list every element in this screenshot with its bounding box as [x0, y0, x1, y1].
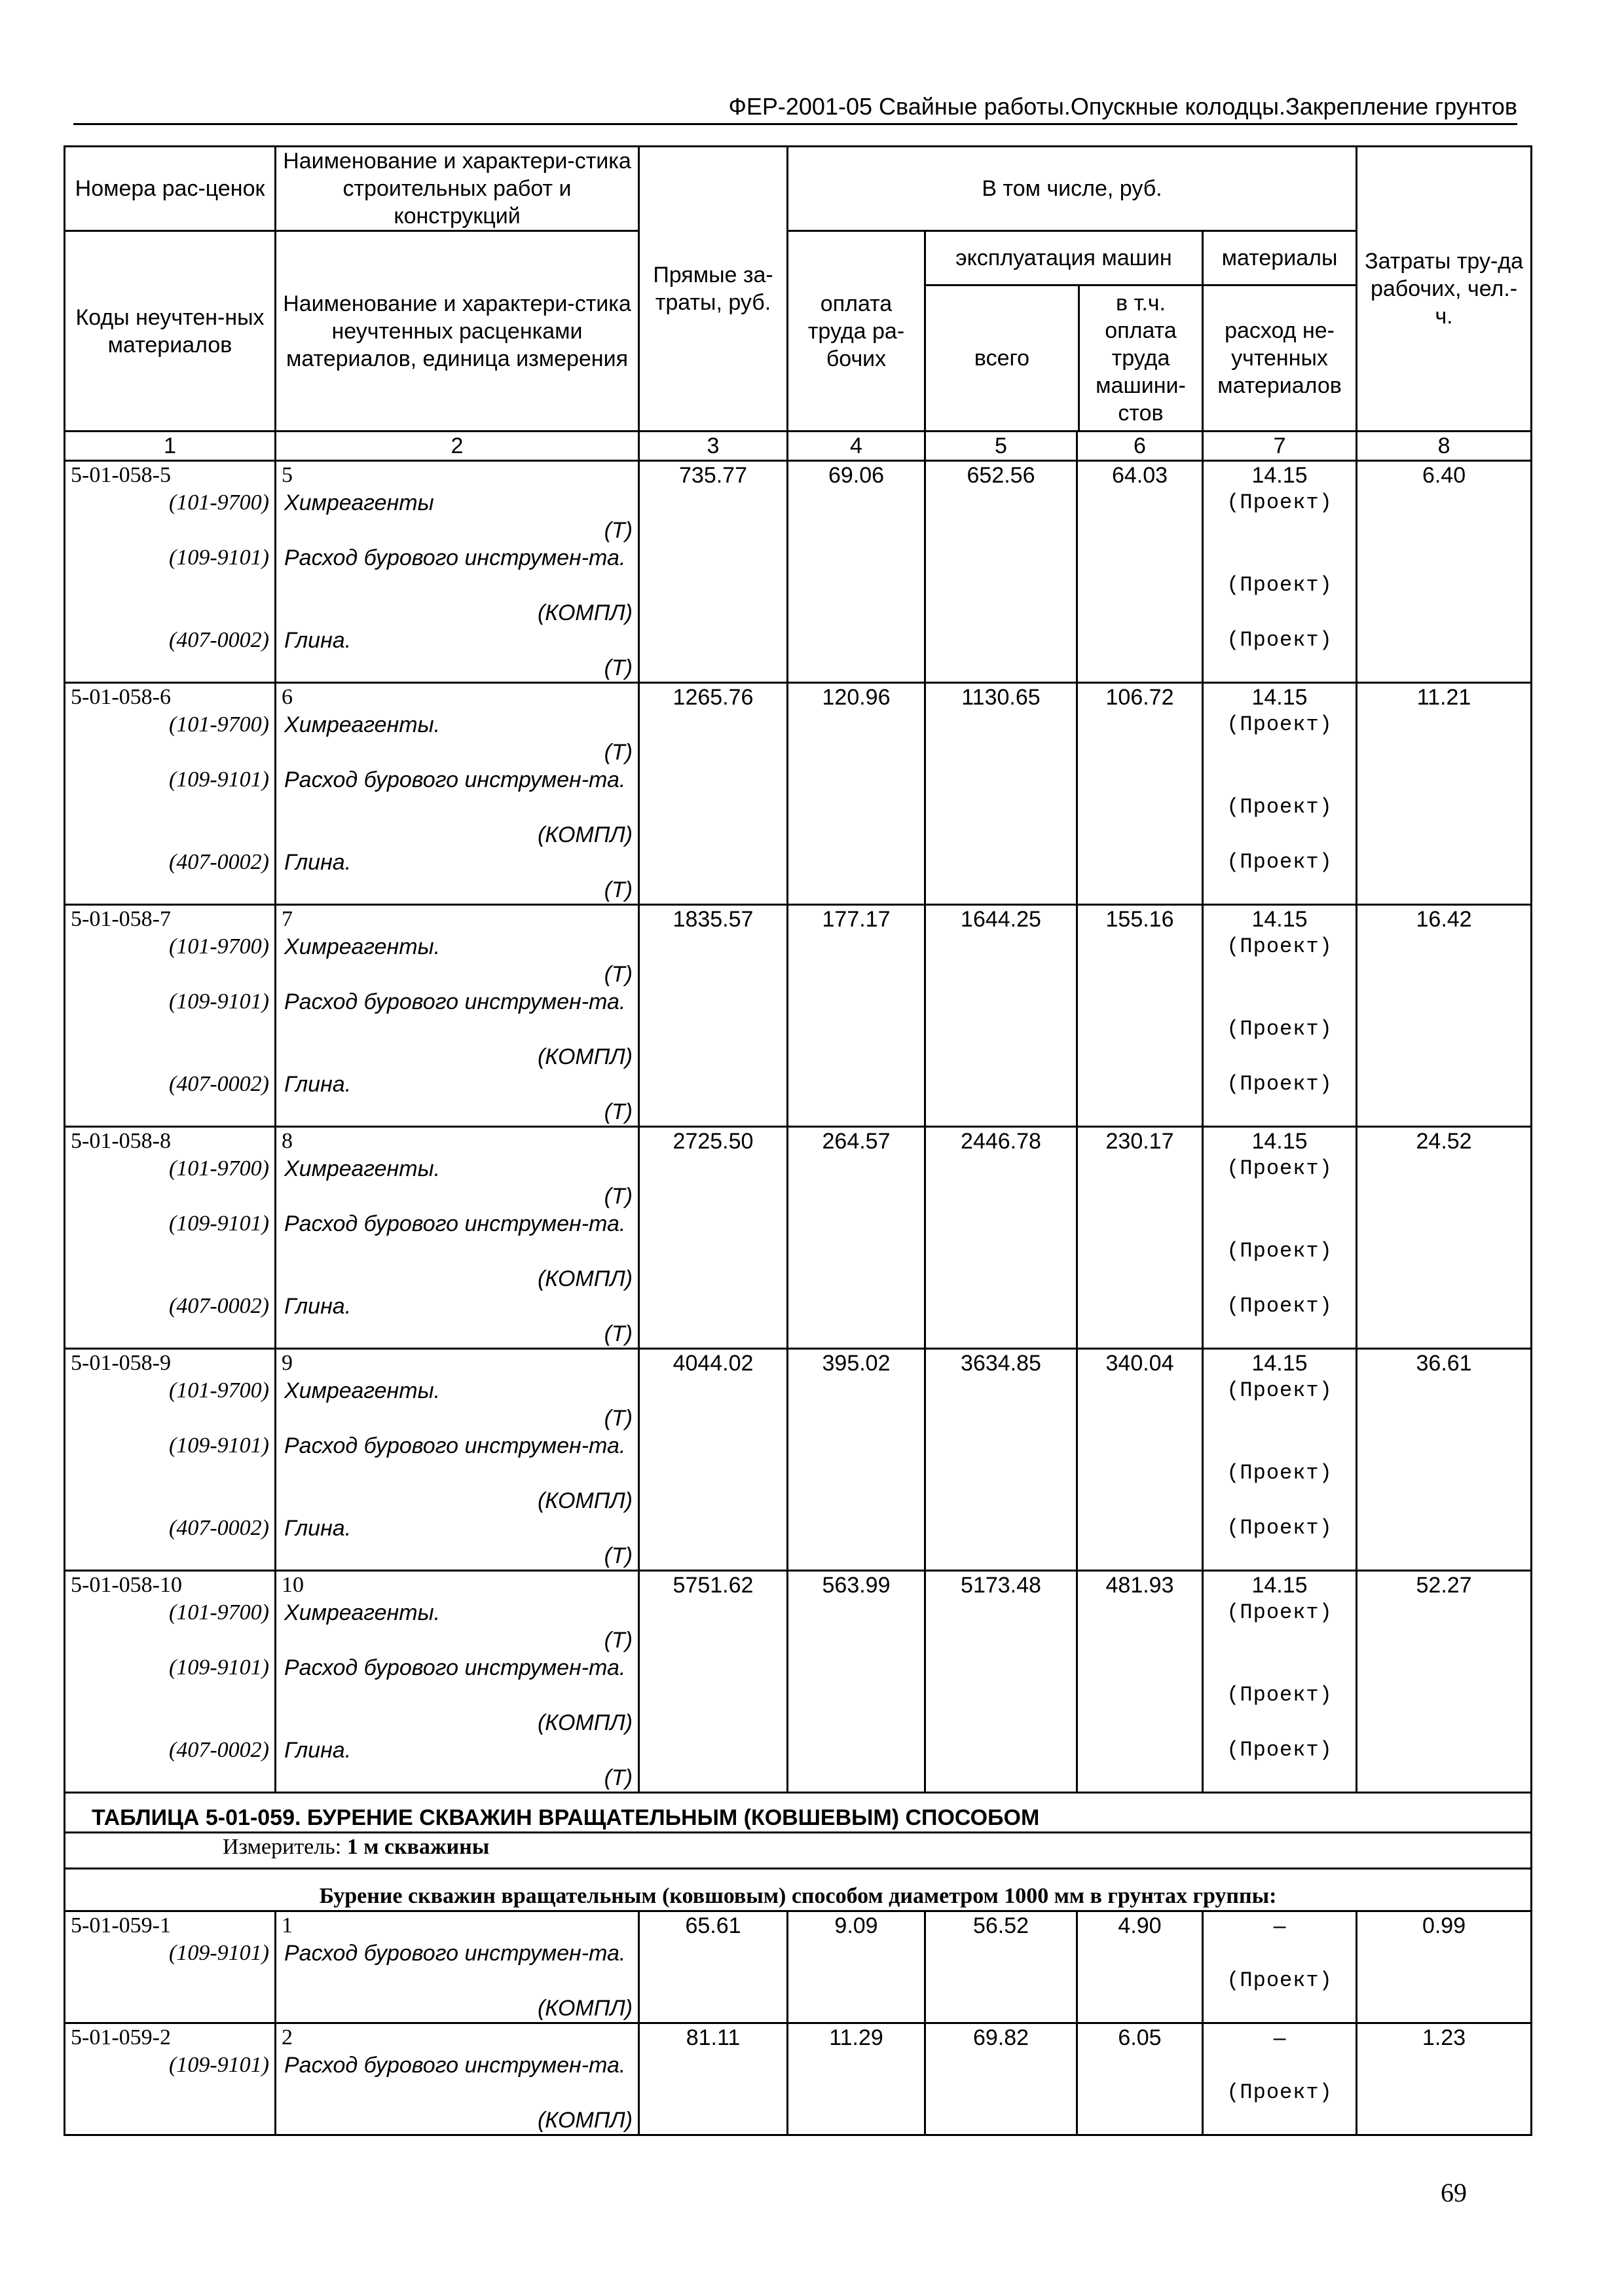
material-code: (109-9101) [169, 1211, 269, 1236]
machinist-wages: 106.72 [1077, 683, 1203, 905]
labor-hours: 24.52 [1357, 1127, 1532, 1349]
material-unit: (Т) [604, 1765, 633, 1790]
direct-costs: 1835.57 [639, 905, 788, 1127]
rate-code: 5-01-059-2 [71, 2025, 171, 2050]
labor-hours: 36.61 [1357, 1349, 1532, 1571]
material-name: Расход бурового инструмен-та. [284, 1433, 626, 1458]
rate-number: 1 [282, 1913, 293, 1938]
material-unit: (Т) [604, 655, 633, 680]
material-code: (109-9101) [169, 545, 269, 570]
material-unit: (Т) [604, 877, 633, 902]
material-unit: (КОМПЛ) [537, 1996, 633, 2021]
material-name: Глина. [284, 1072, 352, 1097]
material-unit: (КОМПЛ) [537, 1710, 633, 1735]
material-name: Расход бурового инструмен-та. [284, 2053, 626, 2078]
worker-wages: 120.96 [788, 683, 925, 905]
section-title: ТАБЛИЦА 5-01-059. БУРЕНИЕ СКВАЖИН ВРАЩАТЕЛЬНЫМ (КОВШЕВЫМ) СПОСОБОМ [65, 1793, 1532, 1833]
material-code: (101-9700) [169, 934, 269, 959]
material-code: (101-9700) [169, 1156, 269, 1181]
materials-cell [1203, 1911, 1357, 2023]
machinist-wages: 6.05 [1077, 2023, 1203, 2135]
material-unit: (КОМПЛ) [537, 2108, 633, 2133]
hdr-direct-costs: Прямые за-траты, руб. [639, 147, 788, 432]
rate-group-row [65, 1127, 1532, 1349]
rate-number: 9 [282, 1351, 293, 1375]
material-basis: (Проект) [1227, 850, 1333, 874]
worker-wages: 264.57 [788, 1127, 925, 1349]
hdr-machines: эксплуатация машин [926, 232, 1202, 286]
machines-total: 1644.25 [925, 905, 1077, 1127]
worker-wages: 177.17 [788, 905, 925, 1127]
rate-group-row [65, 461, 1532, 683]
materials-value: – [1273, 1913, 1286, 1938]
material-basis: (Проект) [1227, 795, 1333, 819]
material-name: Расход бурового инструмен-та. [284, 1941, 626, 1966]
rate-code-cell [65, 2023, 276, 2135]
rate-name-cell [276, 1349, 639, 1571]
materials-value: 14.15 [1251, 1351, 1308, 1376]
column-numbers-row [65, 432, 1532, 461]
material-code: (101-9700) [169, 1600, 269, 1625]
material-code: (101-9700) [169, 1378, 269, 1403]
colnum-7: 7 [1203, 432, 1357, 461]
materials-cell [1203, 905, 1357, 1127]
materials-value: 14.15 [1251, 685, 1308, 710]
rate-code: 5-01-058-7 [71, 907, 171, 931]
rate-name-cell [276, 1911, 639, 2023]
direct-costs: 735.77 [639, 461, 788, 683]
rate-group-row [65, 1349, 1532, 1571]
machinist-wages: 230.17 [1077, 1127, 1203, 1349]
material-name: Химреагенты. [284, 1378, 441, 1403]
direct-costs: 4044.02 [639, 1349, 788, 1571]
labor-hours: 11.21 [1357, 683, 1532, 905]
colnum-3: 3 [639, 432, 788, 461]
material-unit: (КОМПЛ) [537, 1266, 633, 1291]
material-code: (407-0002) [169, 850, 269, 874]
material-unit: (КОМПЛ) [537, 600, 633, 625]
material-unit: (Т) [604, 1321, 633, 1346]
material-code: (109-9101) [169, 1433, 269, 1458]
material-name: Глина. [284, 628, 352, 653]
worker-wages: 395.02 [788, 1349, 925, 1571]
material-basis: (Проект) [1227, 573, 1333, 597]
machinist-wages: 155.16 [1077, 905, 1203, 1127]
hdr-machines-total: всего [926, 286, 1080, 430]
material-code: (407-0002) [169, 1738, 269, 1762]
material-name: Расход бурового инструмен-та. [284, 1211, 626, 1236]
material-name: Химреагенты [284, 490, 434, 515]
rate-group-row [65, 2023, 1532, 2135]
rate-code-cell [65, 1349, 276, 1571]
page-header-title: ФЕР-2001-05 Свайные работы.Опускные колодцы.Закрепление грунтов [728, 93, 1517, 120]
material-code: (109-9101) [169, 989, 269, 1014]
material-basis: (Проект) [1227, 1239, 1333, 1263]
direct-costs: 5751.62 [639, 1571, 788, 1793]
rate-number: 10 [282, 1573, 304, 1597]
rate-name-cell [276, 905, 639, 1127]
rate-code-cell [65, 683, 276, 905]
rate-group-row [65, 905, 1532, 1127]
rate-group-row [65, 1571, 1532, 1793]
rate-number: 7 [282, 907, 293, 931]
materials-value: 14.15 [1251, 907, 1308, 932]
machines-total: 2446.78 [925, 1127, 1077, 1349]
subsection-row [65, 1869, 1532, 1911]
rate-name-cell [276, 461, 639, 683]
material-name: Химреагенты. [284, 1156, 441, 1181]
material-unit: (Т) [604, 1184, 633, 1209]
colnum-4: 4 [788, 432, 925, 461]
hdr-codes-top: Номера рас-ценок [65, 147, 276, 231]
material-name: Глина. [284, 1738, 352, 1763]
rate-code: 5-01-059-1 [71, 1913, 171, 1938]
material-name: Расход бурового инструмен-та. [284, 989, 626, 1014]
materials-value: 14.15 [1251, 463, 1308, 488]
page-header [73, 92, 1517, 125]
measure-value: 1 м скважины [346, 1835, 490, 1859]
hdr-labor: Затраты тру-да рабочих, чел.-ч. [1357, 147, 1532, 432]
rate-group-row [65, 683, 1532, 905]
material-unit: (Т) [604, 1628, 633, 1653]
material-name: Расход бурового инструмен-та. [284, 767, 626, 792]
machines-total: 5173.48 [925, 1571, 1077, 1793]
material-code: (407-0002) [169, 1294, 269, 1318]
colnum-8: 8 [1357, 432, 1532, 461]
material-unit: (КОМПЛ) [537, 822, 633, 847]
subsection-title: Бурение скважин вращательным (ковшовым) способом диаметром 1000 мм в грунтах группы: [65, 1869, 1532, 1911]
rate-code-cell [65, 905, 276, 1127]
material-basis: (Проект) [1227, 1156, 1333, 1181]
materials-cell [1203, 461, 1357, 683]
price-table [64, 145, 1532, 2136]
worker-wages: 563.99 [788, 1571, 925, 1793]
direct-costs: 65.61 [639, 1911, 788, 2023]
direct-costs: 81.11 [639, 2023, 788, 2135]
hdr-including: В том числе, руб. [788, 147, 1357, 231]
material-basis: (Проект) [1227, 1683, 1333, 1707]
rate-name-cell [276, 2023, 639, 2135]
page-number: 69 [1441, 2178, 1467, 2207]
material-code: (101-9700) [169, 490, 269, 515]
rate-code-cell [65, 1571, 276, 1793]
material-name: Химреагенты. [284, 934, 441, 959]
direct-costs: 1265.76 [639, 683, 788, 905]
rate-group-row [65, 1911, 1532, 2023]
material-code: (109-9101) [169, 1655, 269, 1680]
materials-cell [1203, 1349, 1357, 1571]
rate-code: 5-01-058-10 [71, 1573, 182, 1597]
material-code: (407-0002) [169, 1072, 269, 1096]
material-unit: (Т) [604, 1543, 633, 1568]
labor-hours: 0.99 [1357, 1911, 1532, 2023]
materials-value: 14.15 [1251, 1129, 1308, 1154]
hdr-codes-bottom: Коды неучтен-ных материалов [65, 231, 276, 432]
labor-hours: 6.40 [1357, 461, 1532, 683]
measure-row [65, 1833, 1532, 1869]
material-name: Химреагенты. [284, 1600, 441, 1625]
measure-label: Измеритель: [223, 1835, 342, 1859]
material-unit: (КОМПЛ) [537, 1044, 633, 1069]
material-unit: (Т) [604, 1406, 633, 1431]
machines-total: 69.82 [925, 2023, 1077, 2135]
rate-code: 5-01-058-5 [71, 463, 171, 487]
material-basis: (Проект) [1227, 1738, 1333, 1762]
material-basis: (Проект) [1227, 712, 1333, 737]
hdr-materials: материалы [1204, 232, 1356, 286]
material-code: (407-0002) [169, 1516, 269, 1540]
material-code: (101-9700) [169, 712, 269, 737]
material-unit: (Т) [604, 740, 633, 765]
material-name: Расход бурового инструмен-та. [284, 1655, 626, 1680]
material-unit: (КОМПЛ) [537, 1488, 633, 1513]
rate-code: 5-01-058-6 [71, 685, 171, 709]
hdr-name-bottom: Наименование и характери-стика неучтенных расценками материалов, единица измерения [276, 231, 639, 432]
machines-total: 1130.65 [925, 683, 1077, 905]
worker-wages: 69.06 [788, 461, 925, 683]
material-basis: (Проект) [1227, 1072, 1333, 1096]
materials-value: 14.15 [1251, 1573, 1308, 1598]
machinist-wages: 64.03 [1077, 461, 1203, 683]
material-name: Глина. [284, 1516, 352, 1541]
colnum-6: 6 [1077, 432, 1203, 461]
direct-costs: 2725.50 [639, 1127, 788, 1349]
rate-number: 5 [282, 463, 293, 487]
worker-wages: 11.29 [788, 2023, 925, 2135]
labor-hours: 1.23 [1357, 2023, 1532, 2135]
material-basis: (Проект) [1227, 1461, 1333, 1485]
hdr-name-top: Наименование и характери-стика строительных работ и конструкций [276, 147, 639, 231]
colnum-5: 5 [925, 432, 1077, 461]
materials-cell [1203, 683, 1357, 905]
materials-cell [1203, 1571, 1357, 1793]
rate-number: 6 [282, 685, 293, 709]
rate-name-cell [276, 1127, 639, 1349]
material-basis: (Проект) [1227, 1294, 1333, 1318]
rate-number: 8 [282, 1129, 293, 1153]
material-basis: (Проект) [1227, 1600, 1333, 1625]
rate-code: 5-01-058-8 [71, 1129, 171, 1153]
material-basis: (Проект) [1227, 1378, 1333, 1403]
hdr-materials-unaccounted: расход не-учтенных материалов [1217, 318, 1342, 398]
material-basis: (Проект) [1227, 1516, 1333, 1540]
material-code: (109-9101) [169, 767, 269, 792]
material-code: (407-0002) [169, 628, 269, 652]
header-row-1 [65, 147, 1532, 231]
material-basis: (Проект) [1227, 490, 1333, 515]
rate-name-cell [276, 1571, 639, 1793]
material-name: Глина. [284, 850, 352, 875]
rate-code-cell [65, 461, 276, 683]
material-basis: (Проект) [1227, 628, 1333, 652]
colnum-2: 2 [276, 432, 639, 461]
material-unit: (Т) [604, 518, 633, 543]
material-basis: (Проект) [1227, 1968, 1333, 1993]
hdr-machines-wages: в т.ч. оплата труда машини-стов [1096, 291, 1186, 426]
rate-code-cell [65, 1127, 276, 1349]
machines-total: 3634.85 [925, 1349, 1077, 1571]
labor-hours: 52.27 [1357, 1571, 1532, 1793]
rate-number: 2 [282, 2025, 293, 2050]
material-basis: (Проект) [1227, 2080, 1333, 2105]
header-row-2 [65, 231, 1532, 432]
rate-name-cell [276, 683, 639, 905]
rate-code-cell [65, 1911, 276, 2023]
material-name: Химреагенты. [284, 712, 441, 737]
section-title-row [65, 1793, 1532, 1833]
measure-cell [65, 1833, 1532, 1869]
hdr-wages: оплата труда ра-бочих [788, 231, 925, 432]
machines-total: 652.56 [925, 461, 1077, 683]
material-basis: (Проект) [1227, 1017, 1333, 1041]
materials-cell [1203, 1127, 1357, 1349]
material-code: (109-9101) [169, 1941, 269, 1965]
colnum-1: 1 [65, 432, 276, 461]
machines-total: 56.52 [925, 1911, 1077, 2023]
material-code: (109-9101) [169, 2053, 269, 2077]
worker-wages: 9.09 [788, 1911, 925, 2023]
machinist-wages: 340.04 [1077, 1349, 1203, 1571]
machinist-wages: 481.93 [1077, 1571, 1203, 1793]
material-unit: (Т) [604, 962, 633, 987]
material-name: Глина. [284, 1294, 352, 1319]
material-basis: (Проект) [1227, 934, 1333, 959]
material-unit: (Т) [604, 1099, 633, 1124]
materials-cell [1203, 2023, 1357, 2135]
materials-value: – [1273, 2025, 1286, 2050]
machinist-wages: 4.90 [1077, 1911, 1203, 2023]
material-name: Расход бурового инструмен-та. [284, 545, 626, 570]
rate-code: 5-01-058-9 [71, 1351, 171, 1375]
labor-hours: 16.42 [1357, 905, 1532, 1127]
